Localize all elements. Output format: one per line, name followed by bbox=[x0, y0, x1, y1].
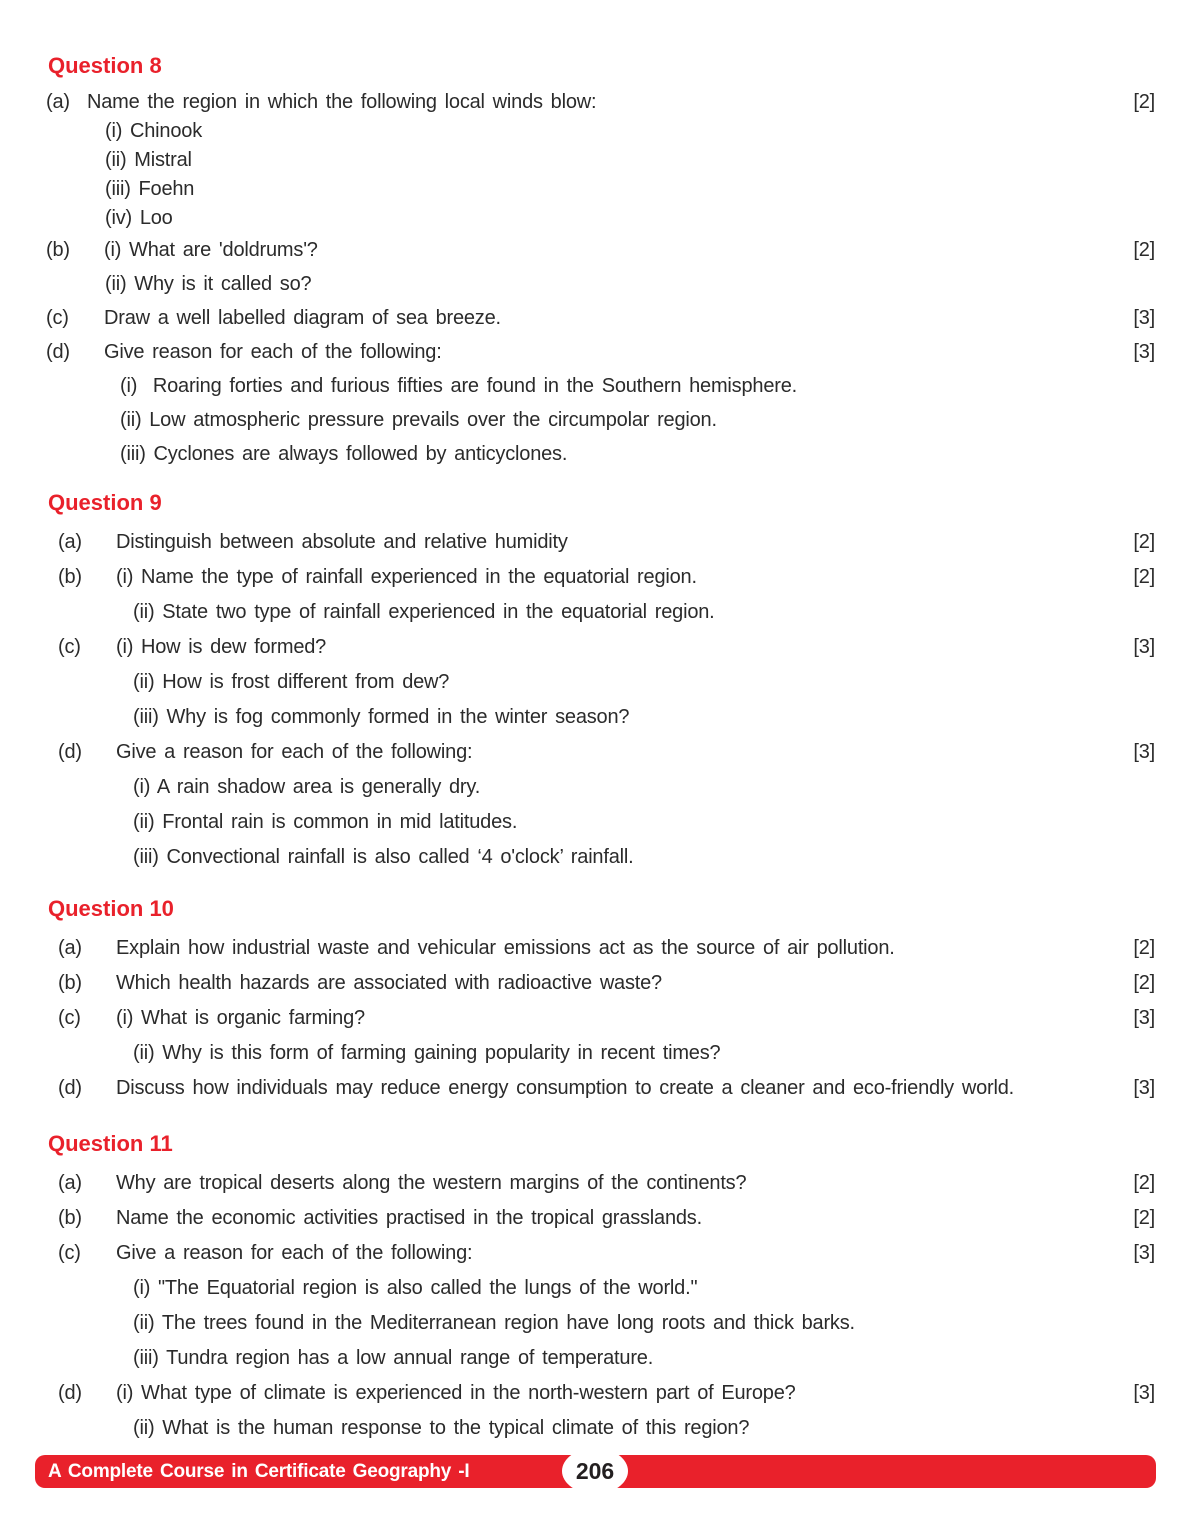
part-text: Give a reason for each of the following: bbox=[116, 1242, 473, 1264]
part-label: (b) bbox=[58, 566, 82, 588]
subitem-row bbox=[0, 204, 1191, 233]
part-row bbox=[0, 88, 1191, 117]
part-row bbox=[0, 735, 1191, 770]
part-label: (c) bbox=[58, 1242, 81, 1264]
part-text: Explain how industrial waste and vehicular emissions act as the source of air pollution. bbox=[116, 937, 895, 959]
marks-label: [2] bbox=[1133, 937, 1155, 959]
question-title: Question 9 bbox=[48, 490, 162, 515]
part-text: (i) Name the type of rainfall experienced in the equatorial region. bbox=[116, 566, 697, 588]
part-label: (d) bbox=[58, 741, 82, 763]
part-label: (b) bbox=[58, 1207, 82, 1229]
question-title: Question 10 bbox=[48, 896, 174, 921]
subitem-row bbox=[0, 1341, 1191, 1376]
part-label: (a) bbox=[58, 1172, 82, 1194]
part-row bbox=[0, 1166, 1191, 1201]
marks-label: [3] bbox=[1133, 1077, 1155, 1099]
part-label: (d) bbox=[46, 341, 70, 363]
subitem-text: (ii) State two type of rainfall experienced in the equatorial region. bbox=[133, 601, 715, 623]
question-11-section bbox=[0, 1130, 1191, 1446]
footer-bar bbox=[35, 1455, 1156, 1488]
part-label: (b) bbox=[58, 972, 82, 994]
subitem-text: (ii) Mistral bbox=[105, 149, 192, 171]
marks-label: [2] bbox=[1133, 239, 1155, 261]
subitem-row bbox=[0, 770, 1191, 805]
subitem-row bbox=[0, 117, 1191, 146]
subitem-text: (iii) Convectional rainfall is also called ‘4 o'clock’ rainfall. bbox=[133, 846, 634, 868]
marks-label: [2] bbox=[1133, 91, 1155, 113]
marks-label: [2] bbox=[1133, 531, 1155, 553]
marks-label: [3] bbox=[1133, 1007, 1155, 1029]
subitem-text: (ii) Frontal rain is common in mid latitudes. bbox=[133, 811, 518, 833]
part-row bbox=[0, 1201, 1191, 1236]
part-label: (c) bbox=[58, 1007, 81, 1029]
part-label: (b) bbox=[46, 239, 70, 261]
marks-label: [3] bbox=[1133, 741, 1155, 763]
subitem-text: (ii) Why is it called so? bbox=[105, 273, 312, 295]
part-label: (c) bbox=[58, 636, 81, 658]
part-text: Distinguish between absolute and relative humidity bbox=[116, 531, 568, 553]
subitem-row bbox=[0, 1036, 1191, 1071]
page-number-badge bbox=[562, 1448, 628, 1494]
part-row bbox=[0, 335, 1191, 369]
part-text: Draw a well labelled diagram of sea breeze. bbox=[104, 307, 501, 329]
part-row bbox=[0, 1071, 1191, 1106]
part-row bbox=[0, 1236, 1191, 1271]
part-label: (d) bbox=[58, 1382, 82, 1404]
subitem-text: (iii) Tundra region has a low annual range of temperature. bbox=[133, 1347, 654, 1369]
subitem-row bbox=[0, 369, 1191, 403]
subitem-text: (i) Chinook bbox=[105, 120, 202, 142]
subitem-text: (i) "The Equatorial region is also called the lungs of the world." bbox=[133, 1277, 698, 1299]
subitem-row bbox=[0, 1306, 1191, 1341]
part-text: (i) What type of climate is experienced in the north-western part of Europe? bbox=[116, 1382, 796, 1404]
subitem-text: (ii) What is the human response to the typical climate of this region? bbox=[133, 1417, 750, 1439]
part-text: Give a reason for each of the following: bbox=[116, 741, 473, 763]
subitem-row bbox=[0, 267, 1191, 301]
subitem-text: (ii) How is frost different from dew? bbox=[133, 671, 450, 693]
question-title: Question 11 bbox=[48, 1131, 173, 1156]
part-label: (c) bbox=[46, 307, 69, 329]
part-text: Name the region in which the following local winds blow: bbox=[87, 91, 597, 113]
subitem-row bbox=[0, 175, 1191, 204]
footer-book-title: A Complete Course in Certificate Geography -I bbox=[48, 1460, 470, 1482]
subitem-row bbox=[0, 595, 1191, 630]
subitem-row bbox=[0, 665, 1191, 700]
part-text: Discuss how individuals may reduce energy consumption to create a cleaner and eco-friendly world. bbox=[116, 1077, 1014, 1099]
marks-label: [3] bbox=[1133, 341, 1155, 363]
part-text: (i) How is dew formed? bbox=[116, 636, 327, 658]
part-row bbox=[0, 630, 1191, 665]
subitem-row bbox=[0, 403, 1191, 437]
part-label: (d) bbox=[58, 1077, 82, 1099]
marks-label: [2] bbox=[1133, 1207, 1155, 1229]
marks-label: [3] bbox=[1133, 1382, 1155, 1404]
part-row bbox=[0, 233, 1191, 267]
subitem-text: (iii) Foehn bbox=[105, 178, 195, 200]
question-title: Question 8 bbox=[48, 53, 162, 78]
marks-label: [2] bbox=[1133, 972, 1155, 994]
part-text: (i) What are 'doldrums'? bbox=[104, 239, 318, 261]
subitem-text: (iii) Why is fog commonly formed in the winter season? bbox=[133, 706, 630, 728]
marks-label: [3] bbox=[1133, 1242, 1155, 1264]
subitem-row bbox=[0, 1411, 1191, 1446]
marks-label: [2] bbox=[1133, 566, 1155, 588]
subitem-row bbox=[0, 437, 1191, 471]
subitem-row bbox=[0, 805, 1191, 840]
part-row bbox=[0, 525, 1191, 560]
marks-label: [3] bbox=[1133, 636, 1155, 658]
subitem-text: (i) A rain shadow area is generally dry. bbox=[133, 776, 481, 798]
subitem-row bbox=[0, 840, 1191, 875]
question-8-section bbox=[0, 52, 1191, 471]
subitem-text: (ii) The trees found in the Mediterranean region have long roots and thick barks. bbox=[133, 1312, 855, 1334]
subitem-row bbox=[0, 1271, 1191, 1306]
part-row bbox=[0, 931, 1191, 966]
part-text: Why are tropical deserts along the western margins of the continents? bbox=[116, 1172, 747, 1194]
subitem-text: (ii) Why is this form of farming gaining popularity in recent times? bbox=[133, 1042, 721, 1064]
subitem-text: (iii) Cyclones are always followed by anticyclones. bbox=[120, 443, 568, 465]
part-text: Give reason for each of the following: bbox=[104, 341, 442, 363]
part-label: (a) bbox=[46, 91, 70, 113]
part-label: (a) bbox=[58, 937, 82, 959]
part-row bbox=[0, 966, 1191, 1001]
part-text: Which health hazards are associated with radioactive waste? bbox=[116, 972, 662, 994]
part-row bbox=[0, 1376, 1191, 1411]
subitem-text: (iv) Loo bbox=[105, 207, 173, 229]
part-row bbox=[0, 560, 1191, 595]
subitem-row bbox=[0, 700, 1191, 735]
subitem-text: (ii) Low atmospheric pressure prevails over the circumpolar region. bbox=[120, 409, 717, 431]
page-number: 206 bbox=[575, 1457, 615, 1484]
question-10-section bbox=[0, 895, 1191, 1106]
marks-label: [2] bbox=[1133, 1172, 1155, 1194]
marks-label: [3] bbox=[1133, 307, 1155, 329]
part-text: (i) What is organic farming? bbox=[116, 1007, 365, 1029]
subitem-row bbox=[0, 146, 1191, 175]
part-label: (a) bbox=[58, 531, 82, 553]
subitem-text: (i) Roaring forties and furious fifties are found in the Southern hemisphere. bbox=[120, 375, 797, 397]
part-text: Name the economic activities practised in the tropical grasslands. bbox=[116, 1207, 702, 1229]
question-9-section bbox=[0, 489, 1191, 875]
part-row bbox=[0, 1001, 1191, 1036]
part-row bbox=[0, 301, 1191, 335]
